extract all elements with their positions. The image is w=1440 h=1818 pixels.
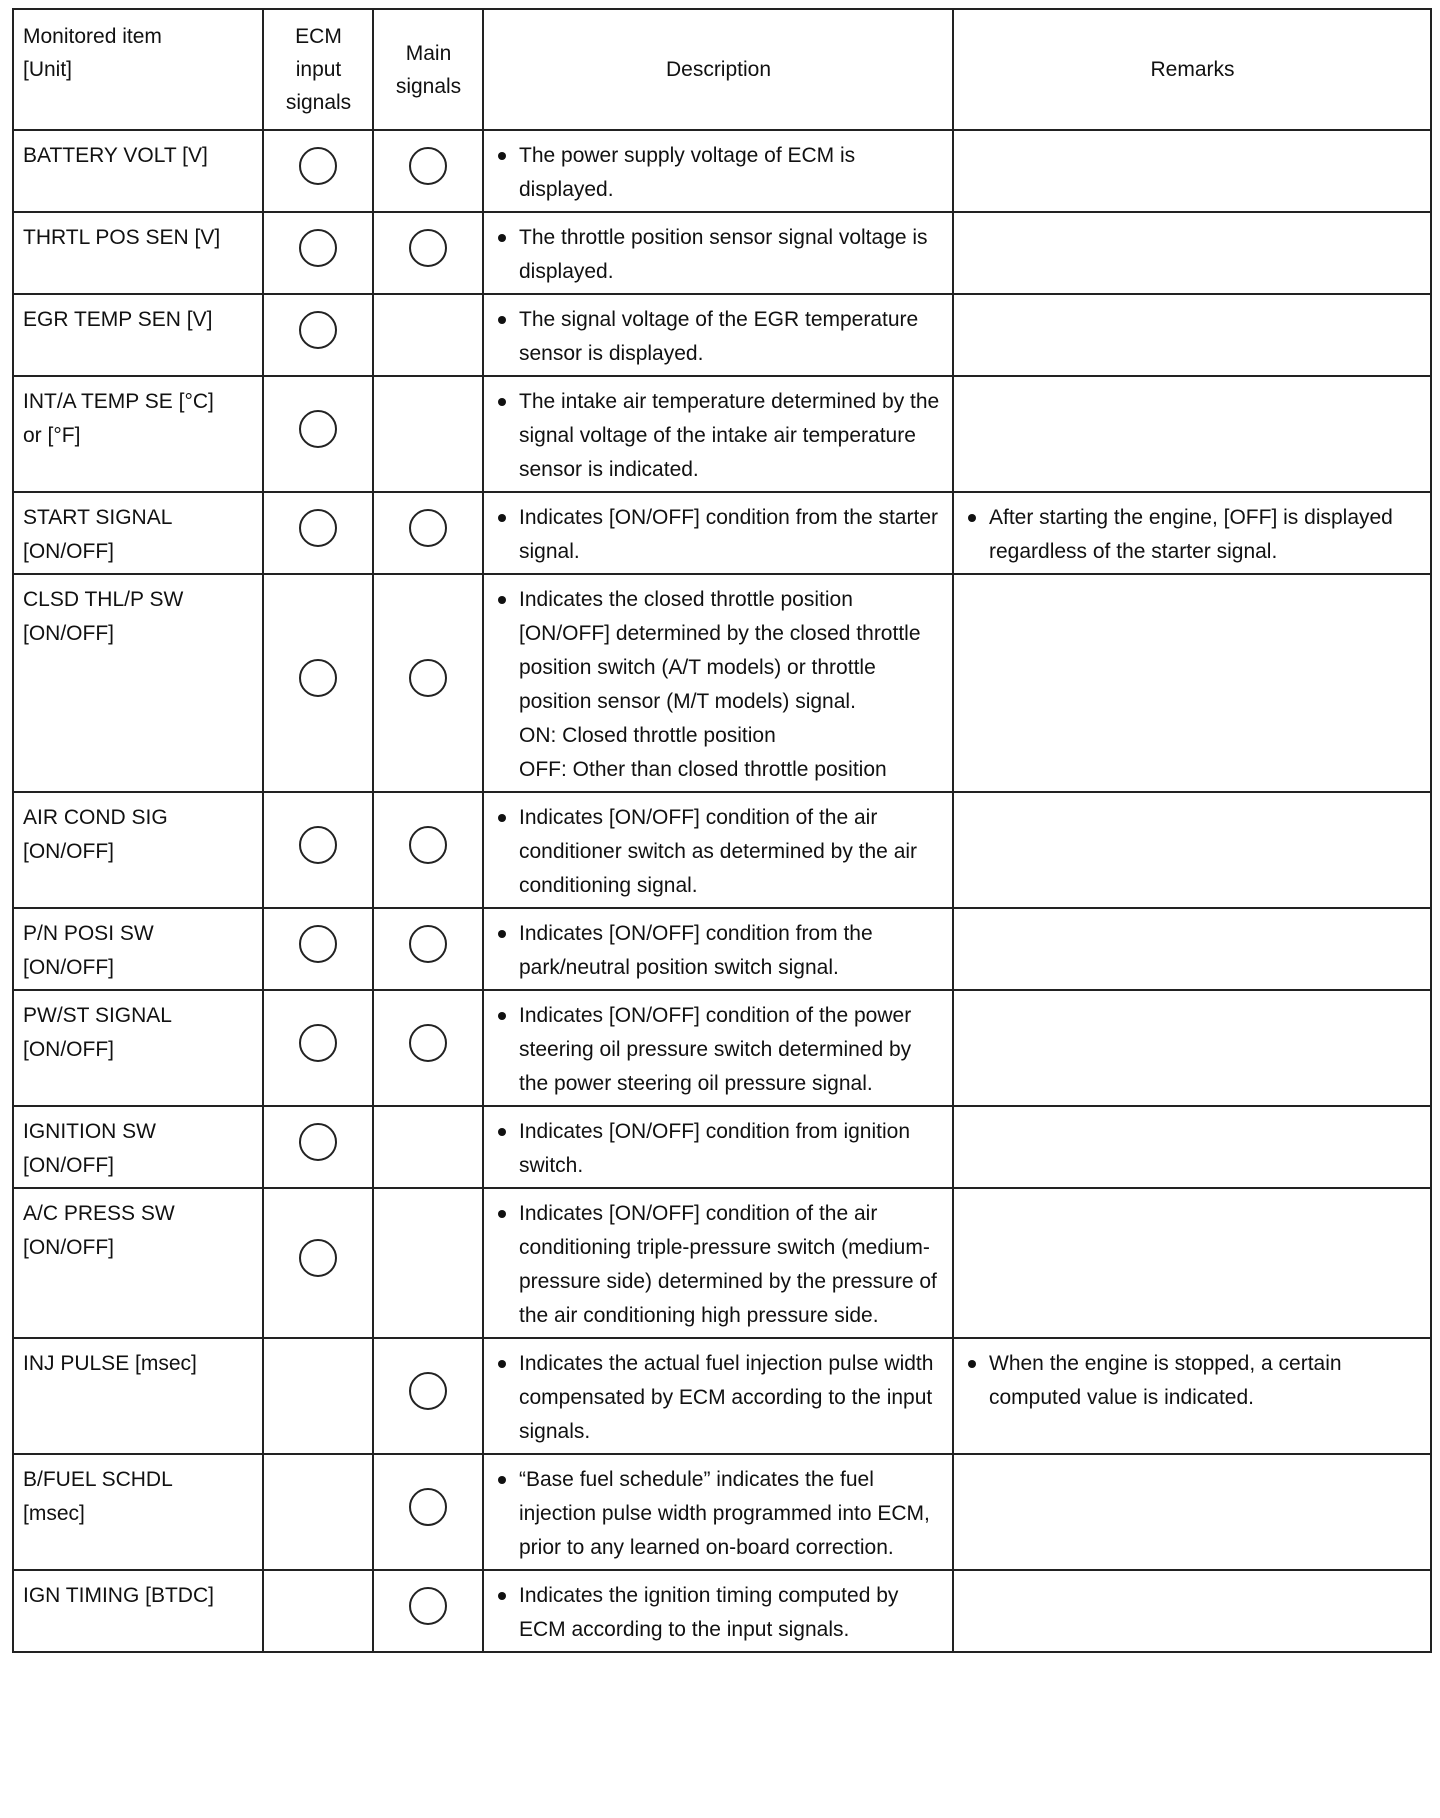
monitored-item-cell [13, 376, 263, 492]
table-row [13, 1188, 1431, 1338]
description-text: The signal voltage of the EGR temperature sensor is displayed. [493, 303, 944, 371]
ecm-input-signal-cell [263, 1454, 373, 1570]
remarks-cell [953, 492, 1431, 574]
monitored-item-cell [13, 908, 263, 990]
monitored-item-text: [ON/OFF] [23, 1236, 114, 1259]
ecm-input-signal-cell [263, 990, 373, 1106]
header-row [13, 9, 1431, 130]
description-extra-text: OFF: Other than closed throttle position [519, 758, 887, 781]
description-text: Indicates [ON/OFF] condition from ignition switch. [493, 1115, 944, 1183]
monitored-item-text: AIR COND SIG [23, 806, 168, 829]
monitored-item-text: P/N POSI SW [23, 922, 154, 945]
monitored-item-cell [13, 990, 263, 1106]
ecm-input-signal-cell [263, 1338, 373, 1454]
circle-mark-icon [299, 147, 337, 185]
circle-mark-icon [409, 925, 447, 963]
remarks-cell [953, 1338, 1431, 1454]
description-cell [483, 1106, 953, 1188]
circle-mark-icon [299, 659, 337, 697]
description-cell [483, 130, 953, 212]
main-signal-cell [373, 908, 483, 990]
monitored-item-cell [13, 492, 263, 574]
table-row [13, 574, 1431, 792]
circle-mark-icon [299, 1239, 337, 1277]
ecm-input-signal-cell [263, 1106, 373, 1188]
table-row [13, 908, 1431, 990]
main-signal-cell [373, 1454, 483, 1570]
remarks-cell [953, 294, 1431, 376]
description-text: Indicates [ON/OFF] condition of the power steering oil pressure switch determined by the power steering oil pressure signal. [493, 999, 944, 1101]
circle-mark-icon [299, 1123, 337, 1161]
monitored-item-text: [ON/OFF] [23, 1038, 114, 1061]
description-cell [483, 294, 953, 376]
description-cell [483, 376, 953, 492]
monitored-item-text: A/C PRESS SW [23, 1202, 175, 1225]
monitored-item-text: THRTL POS SEN [V] [23, 226, 221, 249]
circle-mark-icon [299, 925, 337, 963]
monitored-item-cell [13, 1454, 263, 1570]
ecm-input-signal-cell [263, 574, 373, 792]
header-monitored-item [13, 9, 263, 130]
monitored-item-text: or [°F] [23, 424, 81, 447]
monitored-item-text: B/FUEL SCHDL [23, 1468, 173, 1491]
monitored-item-text: PW/ST SIGNAL [23, 1004, 172, 1027]
table-row [13, 376, 1431, 492]
monitored-item-cell [13, 574, 263, 792]
description-cell [483, 574, 953, 792]
table-row [13, 1106, 1431, 1188]
description-cell [483, 908, 953, 990]
main-signal-cell [373, 1106, 483, 1188]
remarks-cell [953, 792, 1431, 908]
main-signal-cell [373, 294, 483, 376]
header-ecm-line: input [295, 58, 342, 81]
monitored-item-text: [ON/OFF] [23, 956, 114, 979]
description-text: Indicates the closed throttle position [ON/OFF] determined by the closed throttle position switch (A/T models) or throttle position sensor (M/T models) signal. [493, 583, 944, 719]
description-text: “Base fuel schedule” indicates the fuel injection pulse width programmed into ECM, prior to any learned on-board correction. [493, 1463, 944, 1565]
monitored-item-cell [13, 294, 263, 376]
header-remarks: Remarks [953, 9, 1431, 130]
remarks-cell [953, 212, 1431, 294]
description-text: The throttle position sensor signal voltage is displayed. [493, 221, 944, 289]
circle-mark-icon [299, 826, 337, 864]
monitored-item-text: [ON/OFF] [23, 1154, 114, 1177]
table-row [13, 492, 1431, 574]
remarks-cell [953, 1106, 1431, 1188]
description-text: The intake air temperature determined by the signal voltage of the intake air temperature sensor is indicated. [493, 385, 944, 487]
description-text: Indicates the actual fuel injection pulse width compensated by ECM according to the input signals. [493, 1347, 944, 1449]
monitored-item-text: IGN TIMING [BTDC] [23, 1584, 214, 1607]
ecm-input-signal-cell [263, 294, 373, 376]
main-signal-cell [373, 1338, 483, 1454]
description-cell [483, 212, 953, 294]
remarks-cell [953, 1570, 1431, 1652]
circle-mark-icon [299, 311, 337, 349]
monitored-item-text: START SIGNAL [23, 506, 173, 529]
description-cell [483, 1570, 953, 1652]
description-text: Indicates [ON/OFF] condition from the starter signal. [493, 501, 944, 569]
circle-mark-icon [409, 1024, 447, 1062]
circle-mark-icon [409, 509, 447, 547]
table-row [13, 792, 1431, 908]
table-row [13, 212, 1431, 294]
circle-mark-icon [299, 229, 337, 267]
remarks-cell [953, 130, 1431, 212]
description-cell [483, 1454, 953, 1570]
table-row [13, 990, 1431, 1106]
description-text: Indicates [ON/OFF] condition of the air conditioning triple-pressure switch (medium-pressure side) determined by the pressure of the air conditioning high pressure side. [493, 1197, 944, 1333]
monitored-item-text: [ON/OFF] [23, 540, 114, 563]
monitored-item-text: INJ PULSE [msec] [23, 1352, 197, 1375]
table-row [13, 1338, 1431, 1454]
description-cell [483, 492, 953, 574]
monitored-item-text: CLSD THL/P SW [23, 588, 184, 611]
monitor-table-sheet [12, 8, 1430, 1653]
main-signal-cell [373, 130, 483, 212]
monitored-item-text: EGR TEMP SEN [V] [23, 308, 213, 331]
main-signal-cell [373, 376, 483, 492]
circle-mark-icon [299, 509, 337, 547]
remarks-cell [953, 574, 1431, 792]
monitored-item-text: BATTERY VOLT [V] [23, 144, 208, 167]
main-signal-cell [373, 574, 483, 792]
header-unit-line: [Unit] [23, 58, 73, 81]
monitored-item-cell [13, 212, 263, 294]
remark-text: After starting the engine, [OFF] is displayed regardless of the starter signal. [963, 501, 1422, 569]
description-text: Indicates [ON/OFF] condition of the air conditioner switch as determined by the air conditioning signal. [493, 801, 944, 903]
circle-mark-icon [409, 229, 447, 267]
description-cell [483, 990, 953, 1106]
monitored-item-cell [13, 1338, 263, 1454]
main-signal-cell [373, 212, 483, 294]
remarks-cell [953, 1454, 1431, 1570]
description-text: The power supply voltage of ECM is displayed. [493, 139, 944, 207]
monitored-item-text: [ON/OFF] [23, 840, 114, 863]
circle-mark-icon [409, 1488, 447, 1526]
description-cell [483, 792, 953, 908]
circle-mark-icon [409, 826, 447, 864]
description-cell [483, 1338, 953, 1454]
ecm-input-signal-cell [263, 1188, 373, 1338]
main-signal-cell [373, 792, 483, 908]
ecm-input-signal-cell [263, 212, 373, 294]
table-row [13, 130, 1431, 212]
description-text: Indicates the ignition timing computed by ECM according to the input signals. [493, 1579, 944, 1647]
ecm-input-signal-cell [263, 376, 373, 492]
monitored-item-cell [13, 1106, 263, 1188]
table-row [13, 294, 1431, 376]
remarks-cell [953, 1188, 1431, 1338]
main-signal-cell [373, 492, 483, 574]
header-main-line: Main [405, 41, 452, 65]
remarks-cell [953, 908, 1431, 990]
ecm-input-signal-cell [263, 492, 373, 574]
remarks-cell [953, 376, 1431, 492]
monitored-item-cell [13, 792, 263, 908]
header-ecm-line: signals [285, 91, 352, 114]
monitored-item-cell [13, 130, 263, 212]
ecm-input-signal-cell [263, 792, 373, 908]
circle-mark-icon [409, 659, 447, 697]
main-signal-cell [373, 1570, 483, 1652]
table-row [13, 1454, 1431, 1570]
header-item-line: Monitored item [23, 25, 162, 48]
description-text: Indicates [ON/OFF] condition from the park/neutral position switch signal. [493, 917, 944, 985]
main-signal-cell [373, 990, 483, 1106]
circle-mark-icon [409, 1587, 447, 1625]
monitored-item-text: [ON/OFF] [23, 622, 114, 645]
header-main-line: signals [395, 74, 462, 98]
table-body [13, 130, 1431, 1652]
monitored-items-table [12, 8, 1432, 1653]
circle-mark-icon [409, 147, 447, 185]
ecm-input-signal-cell [263, 908, 373, 990]
header-ecm-input-signals [263, 9, 373, 130]
ecm-input-signal-cell [263, 1570, 373, 1652]
monitored-item-cell [13, 1188, 263, 1338]
remarks-cell [953, 990, 1431, 1106]
header-main-signals [373, 9, 483, 130]
header-ecm-line: ECM [295, 25, 342, 48]
main-signal-cell [373, 1188, 483, 1338]
circle-mark-icon [299, 410, 337, 448]
ecm-input-signal-cell [263, 130, 373, 212]
remark-text: When the engine is stopped, a certain computed value is indicated. [963, 1347, 1422, 1415]
table-row [13, 1570, 1431, 1652]
circle-mark-icon [409, 1372, 447, 1410]
monitored-item-text: IGNITION SW [23, 1120, 156, 1143]
monitored-item-cell [13, 1570, 263, 1652]
header-description: Description [483, 9, 953, 130]
monitored-item-text: INT/A TEMP SE [°C] [23, 390, 214, 413]
description-cell [483, 1188, 953, 1338]
description-extra-text: ON: Closed throttle position [519, 724, 776, 747]
monitored-item-text: [msec] [23, 1502, 85, 1525]
circle-mark-icon [299, 1024, 337, 1062]
